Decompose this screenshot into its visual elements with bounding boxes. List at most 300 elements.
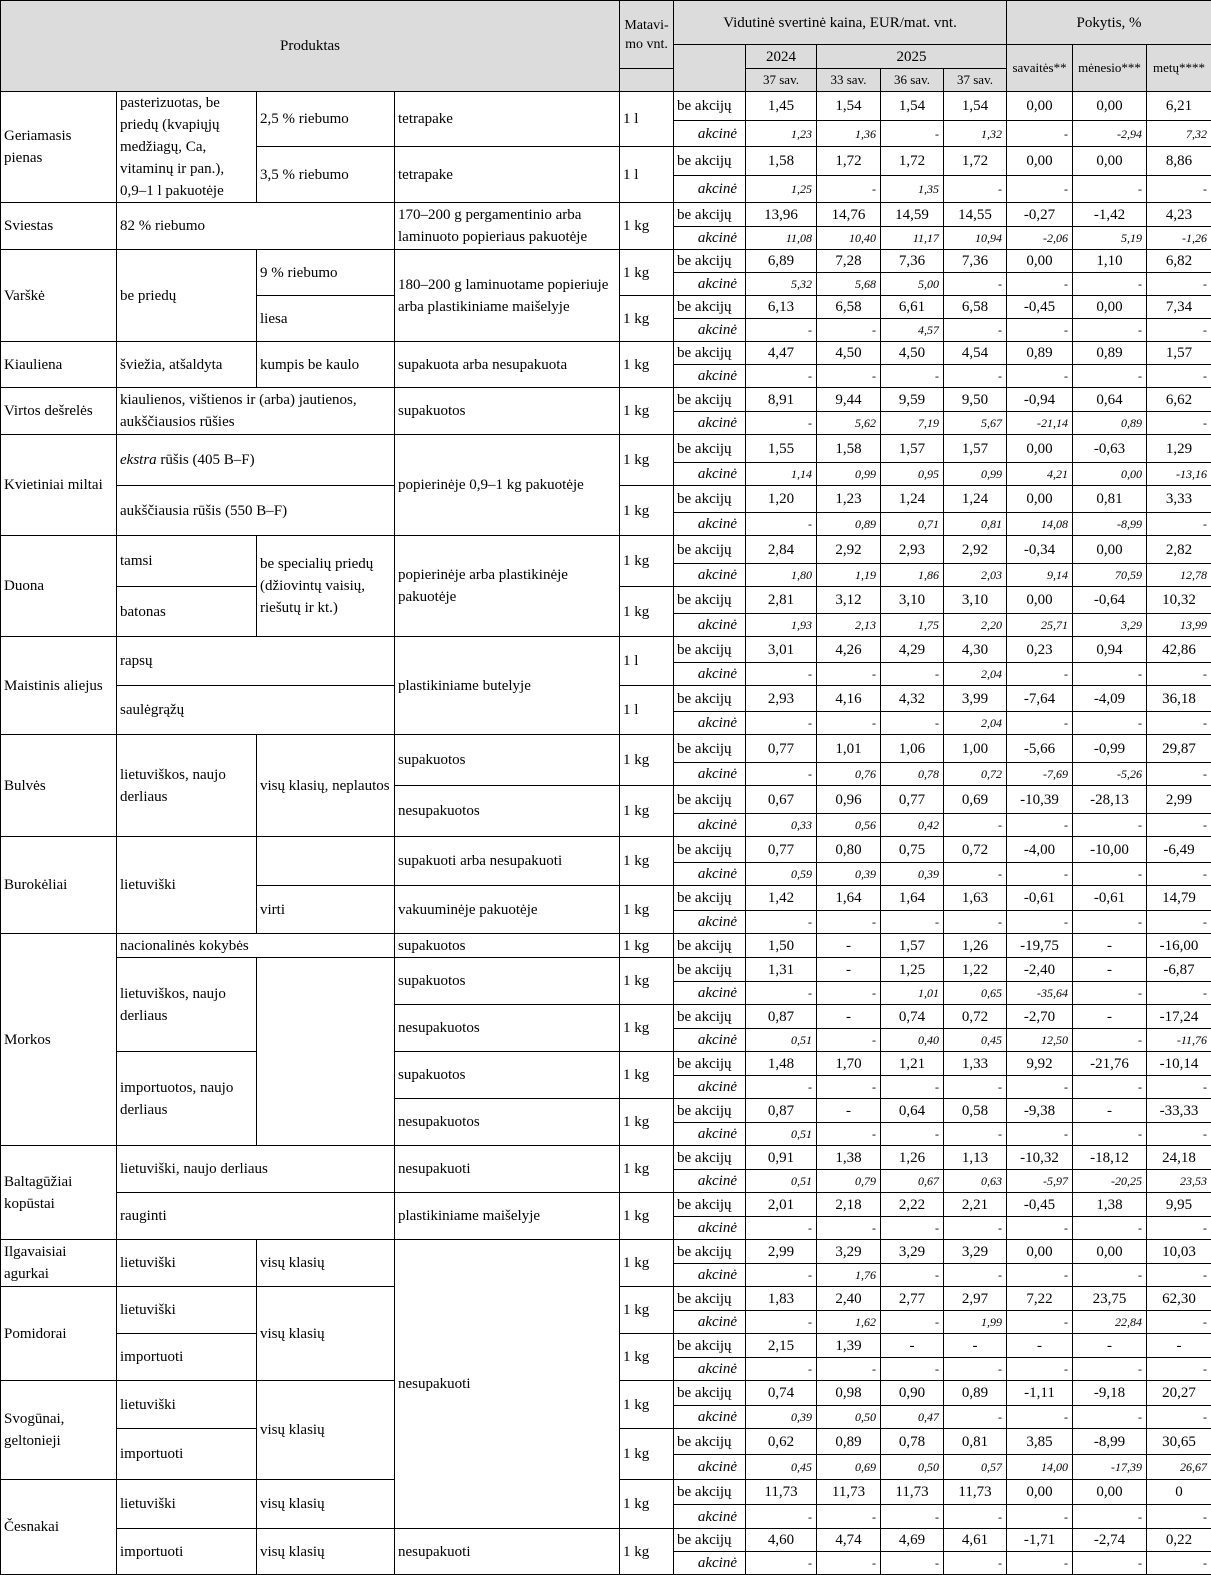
price-2025-w33-cell: 0,80 [817, 837, 881, 863]
package-cell: nesupakuoti [395, 1529, 620, 1575]
change-year-cell: - [1147, 513, 1211, 536]
change-month-cell: -8,99 [1073, 513, 1147, 536]
price-2025-w37-cell: 3,99 [944, 686, 1007, 712]
price-type-cell: be akcijų [674, 1480, 746, 1505]
table-row [1, 1193, 1211, 1217]
price-type-cell: be akcijų [674, 1381, 746, 1406]
package-cell: nesupakuotos [395, 786, 620, 837]
change-month-cell: 1,10 [1073, 250, 1147, 273]
product-cell: Varškė [1, 250, 117, 342]
price-2025-w37-cell: 0,45 [944, 1029, 1007, 1052]
price-2025-w33-cell: 1,76 [817, 1264, 881, 1287]
change-month-cell: -10,00 [1073, 837, 1147, 863]
price-2024-w37-cell: - [746, 982, 817, 1005]
change-week-cell: - [1007, 1311, 1073, 1334]
change-year-cell: 20,27 [1147, 1381, 1211, 1406]
price-2025-w33-cell: - [817, 982, 881, 1005]
price-type-cell: be akcijų [674, 587, 746, 614]
price-type-cell: akcinė [674, 911, 746, 934]
change-year-cell: 7,34 [1147, 296, 1211, 319]
variety-cell: kiaulienos, vištienos ir (arba) jautienos, aukščiausios rūšies [117, 388, 395, 435]
unit-cell: 1 kg [620, 1193, 674, 1240]
change-year-cell: - [1147, 863, 1211, 886]
change-week-cell: - [1007, 863, 1073, 886]
change-week-cell: 0,00 [1007, 250, 1073, 273]
change-week-cell: -35,64 [1007, 982, 1073, 1005]
change-week-cell: -7,64 [1007, 686, 1073, 712]
price-2024-w37-cell: 2,84 [746, 536, 817, 564]
price-2024-w37-cell: 0,87 [746, 1099, 817, 1123]
change-year-cell: 6,82 [1147, 250, 1211, 273]
price-2025-w36-cell: - [881, 663, 944, 686]
change-week-cell: - [1007, 1552, 1073, 1575]
change-year-cell: 2,82 [1147, 536, 1211, 564]
price-2025-w37-cell: - [944, 273, 1007, 296]
price-2025-w37-cell: 2,03 [944, 564, 1007, 587]
table-row [1, 250, 1211, 273]
variety-cell: lietuviškos, naujo derliaus [117, 735, 257, 837]
change-year-cell: -1,26 [1147, 227, 1211, 250]
price-type-cell: be akcijų [674, 1099, 746, 1123]
change-month-cell: -0,99 [1073, 735, 1147, 763]
change-month-cell: 22,84 [1073, 1311, 1147, 1334]
price-2025-w36-cell: 0,74 [881, 1005, 944, 1029]
price-2024-w37-cell: 0,51 [746, 1170, 817, 1193]
price-2024-w37-cell: 0,51 [746, 1029, 817, 1052]
price-2025-w37-cell: - [944, 814, 1007, 837]
price-2025-w33-cell: 1,36 [817, 121, 881, 147]
change-year-cell: 8,86 [1147, 147, 1211, 176]
price-2025-w33-cell: 6,58 [817, 296, 881, 319]
price-2025-w36-cell: - [881, 911, 944, 934]
change-year-cell: 23,53 [1147, 1170, 1211, 1193]
price-2025-w36-cell: 2,77 [881, 1287, 944, 1311]
change-year-cell: 12,78 [1147, 564, 1211, 587]
change-year-cell: 29,87 [1147, 735, 1211, 763]
price-type-cell: be akcijų [674, 92, 746, 121]
price-2025-w37-cell: 1,72 [944, 147, 1007, 176]
price-type-cell: akcinė [674, 1311, 746, 1334]
price-type-cell: akcinė [674, 1076, 746, 1099]
unit-cell: 1 kg [620, 786, 674, 837]
price-type-cell: be akcijų [674, 1287, 746, 1311]
price-2025-w33-cell: - [817, 663, 881, 686]
change-year-cell: - [1147, 319, 1211, 342]
package-cell: 170–200 g pergamentinio arba laminuoto popieriaus pakuotėje [395, 203, 620, 250]
change-month-cell: 0,89 [1073, 342, 1147, 365]
price-2025-w33-cell: - [817, 1217, 881, 1240]
change-week-cell: 25,71 [1007, 614, 1073, 637]
price-2024-w37-cell: 3,01 [746, 637, 817, 663]
price-2025-w33-cell: 0,98 [817, 1381, 881, 1406]
price-2025-w36-cell: 5,00 [881, 273, 944, 296]
price-2025-w33-cell: 7,28 [817, 250, 881, 273]
price-type-cell: be akcijų [674, 1193, 746, 1217]
price-2024-w37-cell: 1,50 [746, 934, 817, 958]
package-cell: supakuoti arba nesupakuoti [395, 837, 620, 886]
change-week-cell: - [1007, 663, 1073, 686]
unit-cell: 1 kg [620, 1334, 674, 1381]
variety-cell: importuotos, naujo derliaus [117, 1052, 257, 1146]
price-2025-w37-cell: - [944, 1505, 1007, 1529]
price-type-cell: akcinė [674, 273, 746, 296]
price-2025-w36-cell: 1,72 [881, 147, 944, 176]
price-2025-w36-cell: 6,61 [881, 296, 944, 319]
header-unit-blank [620, 69, 674, 92]
unit-cell: 1 kg [620, 435, 674, 486]
change-month-cell: - [1073, 1099, 1147, 1123]
change-month-cell: -8,99 [1073, 1429, 1147, 1455]
product-cell: Duona [1, 536, 117, 637]
change-month-cell: - [1073, 982, 1147, 1005]
variety-cell: pasterizuotas, be priedų (kvapiųjų medžiagų, Ca, vitaminų ir pan.), 0,9–1 l pakuotėje [117, 92, 257, 203]
detail-cell: kumpis be kaulo [257, 342, 395, 388]
price-2025-w33-cell: 2,13 [817, 614, 881, 637]
product-cell: Baltagūžiai kopūstai [1, 1146, 117, 1240]
price-type-cell: be akcijų [674, 435, 746, 463]
change-week-cell: -10,32 [1007, 1146, 1073, 1170]
price-2025-w37-cell: 1,26 [944, 934, 1007, 958]
header-change-year: metų**** [1147, 45, 1211, 92]
price-2025-w37-cell: - [944, 1334, 1007, 1358]
detail-cell: visų klasių [257, 1240, 395, 1287]
product-cell: Virtos dešrelės [1, 388, 117, 435]
variety-cell: 82 % riebumo [117, 203, 395, 250]
change-week-cell: -9,38 [1007, 1099, 1073, 1123]
price-2025-w33-cell: - [817, 365, 881, 388]
change-year-cell: - [1147, 176, 1211, 203]
price-type-cell: akcinė [674, 814, 746, 837]
package-cell: popierinėje 0,9–1 kg pakuotėje [395, 435, 620, 536]
variety-cell: saulėgrąžų [117, 686, 395, 735]
change-month-cell: -5,26 [1073, 763, 1147, 786]
price-2025-w36-cell: 1,64 [881, 886, 944, 911]
price-2024-w37-cell: 1,80 [746, 564, 817, 587]
change-month-cell: -28,13 [1073, 786, 1147, 814]
price-2025-w37-cell: 1,54 [944, 92, 1007, 121]
price-2025-w33-cell: - [817, 1005, 881, 1029]
detail-cell: 2,5 % riebumo [257, 92, 395, 147]
change-week-cell: - [1007, 1217, 1073, 1240]
price-2025-w36-cell: 11,73 [881, 1480, 944, 1505]
unit-cell: 1 l [620, 637, 674, 686]
unit-cell: 1 kg [620, 203, 674, 250]
unit-cell: 1 kg [620, 735, 674, 786]
price-2025-w37-cell: 11,73 [944, 1480, 1007, 1505]
change-year-cell: - [1147, 1311, 1211, 1334]
change-week-cell: 0,89 [1007, 342, 1073, 365]
price-2024-w37-cell: 4,47 [746, 342, 817, 365]
change-year-cell: -17,24 [1147, 1005, 1211, 1029]
change-week-cell: -21,14 [1007, 412, 1073, 435]
price-2025-w36-cell: 1,86 [881, 564, 944, 587]
unit-cell: 1 kg [620, 1052, 674, 1099]
change-year-cell: 6,62 [1147, 388, 1211, 412]
change-month-cell: 0,81 [1073, 486, 1147, 513]
price-2025-w37-cell: - [944, 1123, 1007, 1146]
unit-cell: 1 kg [620, 250, 674, 296]
price-2024-w37-cell: 2,01 [746, 1193, 817, 1217]
price-2025-w33-cell: 1,01 [817, 735, 881, 763]
variety-cell: lietuviški [117, 1287, 257, 1334]
price-2025-w36-cell: 1,25 [881, 958, 944, 982]
price-type-cell: akcinė [674, 712, 746, 735]
change-week-cell: 0,00 [1007, 92, 1073, 121]
price-2025-w37-cell: 4,30 [944, 637, 1007, 663]
change-week-cell: - [1007, 911, 1073, 934]
change-month-cell: - [1073, 1334, 1147, 1358]
package-cell: supakuotos [395, 735, 620, 786]
change-year-cell: 7,32 [1147, 121, 1211, 147]
price-type-cell: akcinė [674, 614, 746, 637]
unit-cell: 1 l [620, 92, 674, 147]
change-year-cell: - [1147, 982, 1211, 1005]
price-2025-w37-cell: 1,22 [944, 958, 1007, 982]
price-2025-w36-cell: 7,19 [881, 412, 944, 435]
unit-cell: 1 kg [620, 958, 674, 1005]
change-year-cell: - [1147, 763, 1211, 786]
change-week-cell: 0,00 [1007, 435, 1073, 463]
package-cell: nesupakuoti [395, 1146, 620, 1193]
package-cell: supakuotos [395, 388, 620, 435]
price-2025-w33-cell: 5,68 [817, 273, 881, 296]
price-type-cell: akcinė [674, 1217, 746, 1240]
change-month-cell: 23,75 [1073, 1287, 1147, 1311]
detail-cell: visų klasių [257, 1381, 395, 1480]
price-2025-w33-cell: 2,40 [817, 1287, 881, 1311]
price-2025-w36-cell: 1,24 [881, 486, 944, 513]
change-year-cell: -10,14 [1147, 1052, 1211, 1076]
change-year-cell: -6,87 [1147, 958, 1211, 982]
change-week-cell: -5,97 [1007, 1170, 1073, 1193]
change-year-cell: -13,16 [1147, 463, 1211, 486]
change-month-cell: 70,59 [1073, 564, 1147, 587]
price-type-cell: akcinė [674, 319, 746, 342]
header-week-2025-36: 36 sav. [881, 69, 944, 92]
price-2025-w36-cell: 3,29 [881, 1240, 944, 1264]
price-2025-w37-cell: 5,67 [944, 412, 1007, 435]
price-2024-w37-cell: 13,96 [746, 203, 817, 227]
price-2024-w37-cell: 0,67 [746, 786, 817, 814]
price-2025-w33-cell: - [817, 911, 881, 934]
price-2025-w33-cell: 1,64 [817, 886, 881, 911]
price-2024-w37-cell: - [746, 663, 817, 686]
price-2025-w36-cell: 0,75 [881, 837, 944, 863]
change-month-cell: - [1073, 1217, 1147, 1240]
price-2025-w37-cell: 0,69 [944, 786, 1007, 814]
change-week-cell: -0,34 [1007, 536, 1073, 564]
header-change-month: mėnesio*** [1073, 45, 1147, 92]
price-2025-w37-cell: 0,63 [944, 1170, 1007, 1193]
price-2025-w36-cell: 1,75 [881, 614, 944, 637]
price-2025-w33-cell: - [817, 1552, 881, 1575]
price-2024-w37-cell: 1,14 [746, 463, 817, 486]
price-2025-w33-cell: - [817, 176, 881, 203]
product-cell: Kiauliena [1, 342, 117, 388]
price-2025-w37-cell: 4,61 [944, 1529, 1007, 1552]
detail-cell: visų klasių [257, 1529, 395, 1575]
product-cell: Sviestas [1, 203, 117, 250]
price-2024-w37-cell: 0,62 [746, 1429, 817, 1455]
price-2025-w36-cell: 0,78 [881, 763, 944, 786]
change-year-cell: 10,32 [1147, 587, 1211, 614]
price-2025-w36-cell: 3,10 [881, 587, 944, 614]
header-week-2024-37: 37 sav. [746, 69, 817, 92]
change-year-cell: 30,65 [1147, 1429, 1211, 1455]
price-2025-w37-cell: 1,63 [944, 886, 1007, 911]
price-2025-w33-cell: 4,16 [817, 686, 881, 712]
change-month-cell: - [1073, 1552, 1147, 1575]
change-year-cell: - [1147, 663, 1211, 686]
detail-cell: liesa [257, 296, 395, 342]
price-2025-w33-cell: - [817, 934, 881, 958]
change-month-cell: - [1073, 958, 1147, 982]
price-2024-w37-cell: - [746, 763, 817, 786]
price-2024-w37-cell: - [746, 1505, 817, 1529]
price-type-cell: be akcijų [674, 388, 746, 412]
table-row [1, 388, 1211, 412]
change-week-cell: - [1007, 1123, 1073, 1146]
change-month-cell: -0,61 [1073, 886, 1147, 911]
variety-cell: importuoti [117, 1429, 257, 1480]
price-type-cell: be akcijų [674, 1334, 746, 1358]
price-2025-w33-cell: - [817, 1099, 881, 1123]
change-year-cell: - [1147, 1217, 1211, 1240]
price-type-cell: akcinė [674, 412, 746, 435]
price-2025-w36-cell: - [881, 1334, 944, 1358]
price-type-cell: be akcijų [674, 1240, 746, 1264]
price-2025-w36-cell: 2,93 [881, 536, 944, 564]
price-2025-w36-cell: 9,59 [881, 388, 944, 412]
price-2025-w36-cell: 1,06 [881, 735, 944, 763]
change-month-cell: - [1073, 712, 1147, 735]
price-2025-w33-cell: 4,74 [817, 1529, 881, 1552]
package-cell: tetrapake [395, 92, 620, 147]
price-type-cell: be akcijų [674, 1429, 746, 1455]
change-month-cell: -0,64 [1073, 587, 1147, 614]
price-2024-w37-cell: - [746, 365, 817, 388]
change-year-cell: 62,30 [1147, 1287, 1211, 1311]
price-2025-w37-cell: 0,65 [944, 982, 1007, 1005]
change-week-cell: -0,27 [1007, 203, 1073, 227]
price-2024-w37-cell: 2,81 [746, 587, 817, 614]
price-2024-w37-cell: 11,08 [746, 227, 817, 250]
price-type-cell: be akcijų [674, 1146, 746, 1170]
change-year-cell: -16,00 [1147, 934, 1211, 958]
variety-cell: lietuviški [117, 837, 257, 934]
price-2025-w36-cell: 1,57 [881, 435, 944, 463]
ekstra-emphasis: ekstra [120, 452, 157, 468]
price-2025-w37-cell: 10,94 [944, 227, 1007, 250]
change-month-cell: 0,00 [1073, 1480, 1147, 1505]
price-type-cell: akcinė [674, 1505, 746, 1529]
price-2024-w37-cell: 5,32 [746, 273, 817, 296]
price-2025-w33-cell: 1,62 [817, 1311, 881, 1334]
change-month-cell: 5,19 [1073, 227, 1147, 250]
price-2025-w36-cell: 1,35 [881, 176, 944, 203]
price-2024-w37-cell: 0,87 [746, 1005, 817, 1029]
price-type-cell: akcinė [674, 763, 746, 786]
price-type-cell: akcinė [674, 227, 746, 250]
price-2025-w33-cell: 0,69 [817, 1455, 881, 1480]
price-type-cell: be akcijų [674, 486, 746, 513]
price-type-cell: be akcijų [674, 1005, 746, 1029]
price-2025-w37-cell: 0,81 [944, 1429, 1007, 1455]
price-2025-w37-cell: - [944, 1358, 1007, 1381]
product-cell: Morkos [1, 934, 117, 1146]
change-year-cell: -6,49 [1147, 837, 1211, 863]
change-year-cell: 3,33 [1147, 486, 1211, 513]
unit-cell: 1 kg [620, 1287, 674, 1334]
price-2025-w36-cell: 1,26 [881, 1146, 944, 1170]
package-cell: supakuota arba nesupakuota [395, 342, 620, 388]
price-2025-w36-cell: 0,67 [881, 1170, 944, 1193]
price-2024-w37-cell: 0,33 [746, 814, 817, 837]
price-2025-w33-cell: - [817, 1123, 881, 1146]
price-2025-w33-cell: 0,96 [817, 786, 881, 814]
change-year-cell: - [1147, 814, 1211, 837]
price-type-cell: akcinė [674, 1455, 746, 1480]
price-2025-w37-cell: - [944, 863, 1007, 886]
price-2024-w37-cell: 1,45 [746, 92, 817, 121]
variety-cell: lietuviški, naujo derliaus [117, 1146, 395, 1193]
table-row [1, 435, 1211, 463]
change-month-cell: - [1073, 1505, 1147, 1529]
change-year-cell: - [1147, 1076, 1211, 1099]
header-change-group: Pokytis, % [1007, 1, 1211, 45]
detail-cell: visų klasių [257, 1480, 395, 1529]
price-type-cell: akcinė [674, 1123, 746, 1146]
detail-cell [257, 837, 395, 886]
change-month-cell: - [1073, 1005, 1147, 1029]
change-month-cell: - [1073, 934, 1147, 958]
price-2024-w37-cell: 2,93 [746, 686, 817, 712]
change-week-cell: -1,71 [1007, 1529, 1073, 1552]
price-2025-w36-cell: 0,77 [881, 786, 944, 814]
price-2025-w37-cell: 0,72 [944, 763, 1007, 786]
price-2025-w37-cell: 1,00 [944, 735, 1007, 763]
unit-cell: 1 kg [620, 1146, 674, 1193]
price-2025-w33-cell: 1,19 [817, 564, 881, 587]
price-2025-w33-cell: 0,99 [817, 463, 881, 486]
price-2025-w37-cell: - [944, 1406, 1007, 1429]
price-2025-w36-cell: 14,59 [881, 203, 944, 227]
change-month-cell: - [1073, 273, 1147, 296]
price-type-cell: be akcijų [674, 296, 746, 319]
price-type-cell: be akcijų [674, 1529, 746, 1552]
change-year-cell: - [1147, 1552, 1211, 1575]
price-2025-w36-cell: 4,32 [881, 686, 944, 712]
change-year-cell: - [1147, 1406, 1211, 1429]
detail-cell: be specialių priedų (džiovintų vaisių, riešutų ir kt.) [257, 536, 395, 637]
change-year-cell: - [1147, 911, 1211, 934]
price-2025-w36-cell: 1,57 [881, 934, 944, 958]
price-2025-w33-cell: 5,62 [817, 412, 881, 435]
price-2024-w37-cell: 0,74 [746, 1381, 817, 1406]
price-type-cell: be akcijų [674, 203, 746, 227]
change-week-cell: - [1007, 1505, 1073, 1529]
price-2024-w37-cell: 1,31 [746, 958, 817, 982]
price-2024-w37-cell: 0,45 [746, 1455, 817, 1480]
change-year-cell: - [1147, 365, 1211, 388]
change-week-cell: 0,00 [1007, 587, 1073, 614]
header-week-2025-37: 37 sav. [944, 69, 1007, 92]
unit-cell: 1 kg [620, 837, 674, 886]
change-month-cell: -20,25 [1073, 1170, 1147, 1193]
table-row [1, 837, 1211, 863]
change-week-cell: 0,23 [1007, 637, 1073, 663]
price-2025-w36-cell: 4,57 [881, 319, 944, 342]
